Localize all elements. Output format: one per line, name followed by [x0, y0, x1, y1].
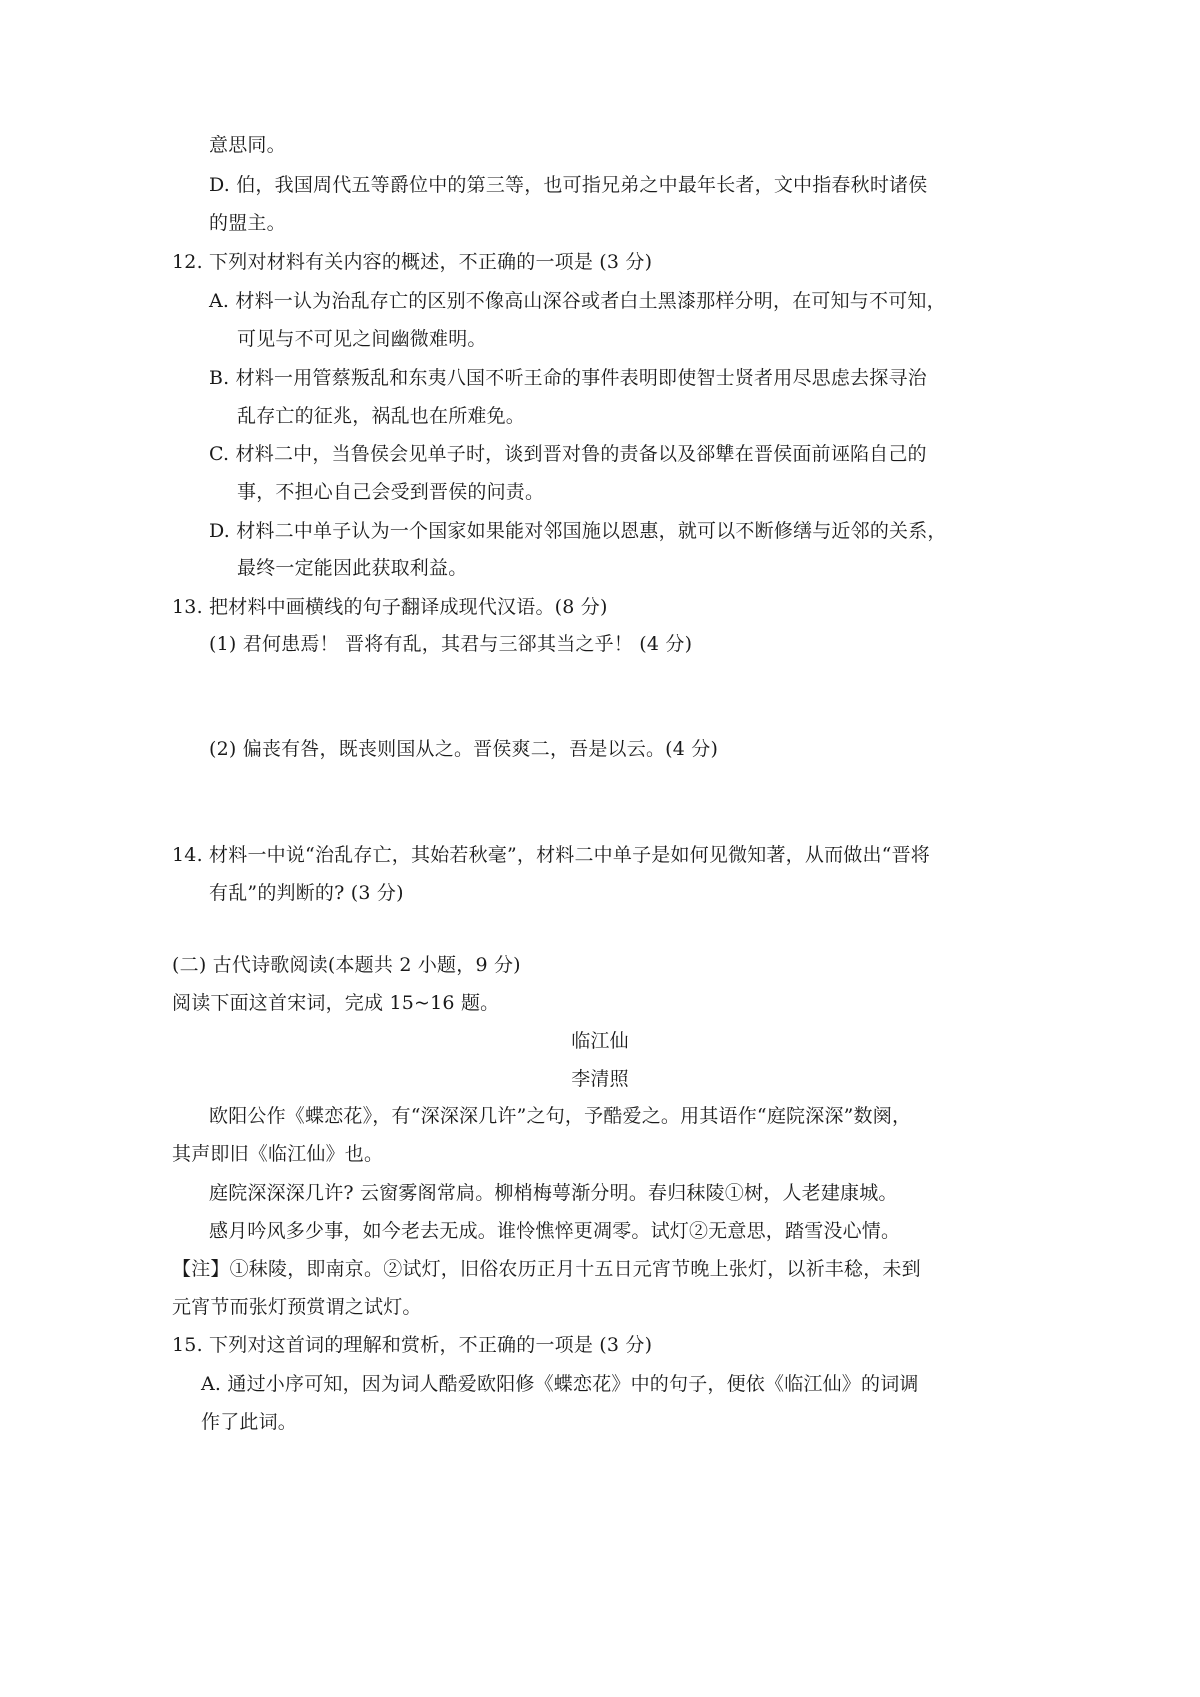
- q12-option-b-line2: 乱存亡的征兆，祸乱也在所难免。: [237, 405, 526, 427]
- q12-option-c-line1: C. 材料二中，当鲁侯会见单子时，谈到晋对鲁的责备以及郤犨在晋侯面前诬陷自己的: [209, 443, 927, 465]
- q13-sub2: (2) 偏丧有咎，既丧则国从之。晋侯爽二，吾是以云。(4 分): [209, 738, 719, 760]
- poem-verse1: 庭院深深深几许? 云窗雾阁常扃。柳梢梅萼渐分明。春归秣陵①树，人老建康城。: [209, 1182, 898, 1204]
- poem-verse2: 感月吟风多少事，如今老去无成。谁怜憔悴更凋零。试灯②无意思，踏雪没心情。: [209, 1220, 901, 1242]
- poem-preface-line2: 其声即旧《临江仙》也。: [172, 1143, 384, 1165]
- poem-title: 临江仙: [571, 1030, 629, 1052]
- q14-line2: 有乱”的判断的? (3 分): [209, 882, 404, 904]
- section2-heading: (二) 古代诗歌阅读(本题共 2 小题，9 分): [172, 954, 521, 976]
- q11-option-d-line2: 的盟主。: [209, 212, 286, 234]
- q12-option-b-line1: B. 材料一用管蔡叛乱和东夷八国不听王命的事件表明即使智士贤者用尽思虑去探寻治: [209, 367, 927, 389]
- section2-instruction: 阅读下面这首宋词，完成 15~16 题。: [172, 992, 500, 1014]
- q12-option-d-line2: 最终一定能因此获取利益。: [237, 557, 468, 579]
- q11-option-c-continuation: 意思同。: [209, 134, 286, 156]
- poem-note-line1: 【注】①秣陵，即南京。②试灯，旧俗农历正月十五日元宵节晚上张灯，以祈丰稔，未到: [172, 1258, 921, 1280]
- q11-option-d-line1: D. 伯，我国周代五等爵位中的第三等，也可指兄弟之中最年长者，文中指春秋时诸侯: [209, 174, 928, 196]
- q13-sub1: (1) 君何患焉！ 晋将有乱，其君与三郤其当之乎！ (4 分): [209, 633, 693, 655]
- poem-author: 李清照: [571, 1068, 629, 1090]
- q14-line1: 14. 材料一中说“治乱存亡，其始若秋毫”，材料二中单子是如何见微知著，从而做出“晋将: [172, 844, 930, 866]
- q13-stem: 13. 把材料中画横线的句子翻译成现代汉语。(8 分): [172, 596, 608, 618]
- q12-option-c-line2: 事，不担心自己会受到晋侯的问责。: [237, 481, 545, 503]
- q15-option-a-line2: 作了此词。: [201, 1411, 298, 1433]
- poem-preface-line1: 欧阳公作《蝶恋花》，有“深深深几许”之句，予酷爱之。用其语作“庭院深深”数阕，: [209, 1105, 912, 1127]
- q15-stem: 15. 下列对这首词的理解和赏析，不正确的一项是 (3 分): [172, 1334, 653, 1356]
- q15-option-a-line1: A. 通过小序可知，因为词人酷爱欧阳修《蝶恋花》中的句子，便依《临江仙》的词调: [201, 1373, 919, 1395]
- poem-note-line2: 元宵节而张灯预赏谓之试灯。: [172, 1296, 422, 1318]
- q12-option-d-line1: D. 材料二中单子认为一个国家如果能对邻国施以恩惠，就可以不断修缮与近邻的关系，: [209, 520, 947, 542]
- q12-option-a-line1: A. 材料一认为治乱存亡的区别不像高山深谷或者白土黑漆那样分明，在可知与不可知，: [209, 290, 946, 312]
- q12-option-a-line2: 可见与不可见之间幽微难明。: [237, 328, 487, 350]
- q12-stem: 12. 下列对材料有关内容的概述，不正确的一项是 (3 分): [172, 251, 653, 273]
